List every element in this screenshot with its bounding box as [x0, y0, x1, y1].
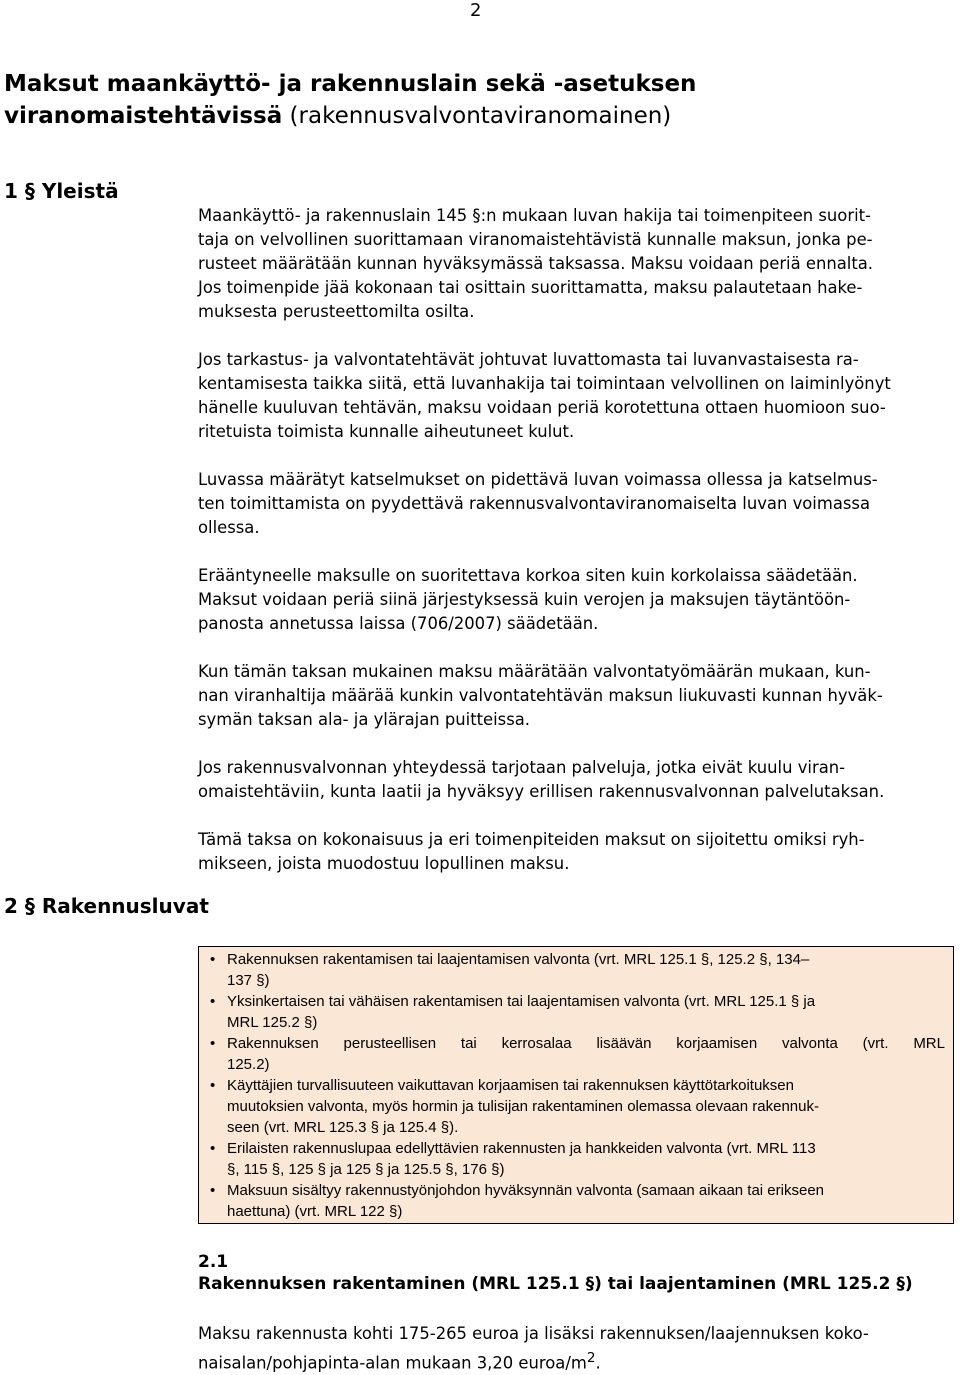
paragraph-2 — [198, 348, 954, 444]
subsection-heading-part: (MRL 125.1 §) — [465, 1274, 608, 1294]
list-item-line: Rakennuksen perusteellisen tai kerrosalaa lisäävän korjaamisen valvonta (vrt. MRL — [227, 1035, 945, 1052]
text-line: Jos tarkastus- ja valvontatehtävät johtuvat luvattomasta tai luvanvastaisesta ra- — [198, 350, 859, 369]
text-line: Jos rakennusvalvonnan yhteydessä tarjotaan palveluja, jotka eivät kuulu viran- — [198, 758, 846, 777]
subsection-heading-part: Rakennuksen rakentaminen — [198, 1274, 466, 1294]
text-line: mikseen, joista muodostuu lopullinen maksu. — [198, 854, 570, 873]
bullet-icon: • — [210, 993, 216, 1010]
subsection-heading-part: (MRL 125.2 §) — [776, 1274, 913, 1294]
text-line: Maksut voidaan periä siinä järjestyksessä kuin verojen ja maksujen täytäntöön- — [198, 590, 851, 609]
list-item-line: Erilaisten rakennuslupaa edellyttävien rakennusten ja hankkeiden valvonta (vrt. MRL 113 — [227, 1140, 816, 1157]
list-item — [199, 1033, 953, 1075]
list-item — [199, 1138, 953, 1180]
bullet-icon: • — [210, 1140, 216, 1157]
rakennusluvat-info-box — [198, 946, 954, 1224]
section-heading-yleista: 1 § Yleistä — [4, 179, 119, 203]
bullet-icon: • — [210, 951, 216, 968]
text-segment: naisalan/pohjapinta-alan mukaan 3,20 euroa/m — [198, 1353, 587, 1373]
list-item-line: Rakennuksen rakentamisen tai laajentamisen valvonta (vrt. MRL 125.1 §, 125.2 §, 134– — [227, 951, 810, 968]
text-segment: . — [595, 1353, 601, 1373]
subsection-paragraph — [198, 1322, 954, 1375]
text-line: ollessa. — [198, 518, 260, 537]
text-line: Erääntyneelle maksulle on suoritettava korkoa siten kuin korkolaissa säädetään. — [198, 566, 858, 585]
text-line: symän taksan ala- ja ylärajan puitteissa. — [198, 710, 531, 729]
page-number: 2 — [470, 0, 482, 21]
list-item — [199, 1075, 953, 1138]
unit-superscript: 2 — [586, 1350, 596, 1366]
document-title — [4, 68, 944, 132]
bullet-icon: • — [210, 1182, 216, 1199]
list-item — [199, 1180, 953, 1222]
list-item-line: Käyttäjien turvallisuuteen vaikuttavan korjaamisen tai rakennuksen käyttötarkoituksen — [227, 1077, 794, 1094]
list-item-line: muutoksien valvonta, myös hormin ja tulisijan rakentaminen olemassa olevaan rakennuk- — [227, 1098, 819, 1115]
list-item-line: 137 §) — [227, 972, 270, 989]
list-item — [199, 991, 953, 1033]
text-line: ritetuista toimista kunnalle aiheutuneet kulut. — [198, 422, 575, 441]
title-line-2-subtitle: (rakennusvalvontaviranomainen) — [282, 103, 672, 129]
list-item-line: haettuna) (vrt. MRL 122 §) — [227, 1203, 403, 1220]
paragraph-7 — [198, 828, 954, 876]
text-line — [198, 1346, 954, 1375]
paragraph-6 — [198, 756, 954, 804]
text-line: rusteet määrätään kunnan hyväksymässä taksassa. Maksu voidaan periä ennalta. — [198, 254, 874, 273]
list-item-line: MRL 125.2 §) — [227, 1014, 318, 1031]
subsection-number: 2.1 — [198, 1252, 229, 1272]
text-line: omaistehtäviin, kunta laatii ja hyväksyy erillisen rakennusvalvonnan palvelutaksan. — [198, 782, 885, 801]
text-line: Luvassa määrätyt katselmukset on pidettävä luvan voimassa ollessa ja katselmus- — [198, 470, 878, 489]
title-line-2-bold: viranomaistehtävissä — [4, 103, 283, 129]
text-line: taja on velvollinen suorittamaan viranomaistehtävistä kunnalle maksun, jonka pe- — [198, 230, 873, 249]
text-line: Maksu rakennusta kohti 175-265 euroa ja lisäksi rakennuksen/laajennuksen koko- — [198, 1324, 869, 1343]
text-line: nan viranhaltija määrää kunkin valvontatehtävän maksun liukuvasti kunnan hyväk- — [198, 686, 883, 705]
subsection-heading-part: tai laajentaminen — [607, 1274, 777, 1294]
paragraph-1 — [198, 204, 954, 324]
bullet-list — [199, 947, 953, 1222]
bullet-icon: • — [210, 1077, 216, 1094]
text-line: Maankäyttö- ja rakennuslain 145 §:n mukaan luvan hakija tai toimenpiteen suorit- — [198, 206, 871, 225]
paragraph-5 — [198, 660, 954, 732]
list-item-line: Maksuun sisältyy rakennustyönjohdon hyväksynnän valvonta (samaan aikaan tai erikseen — [227, 1182, 825, 1199]
list-item — [199, 949, 953, 991]
text-line: muksesta perusteettomilta osilta. — [198, 302, 475, 321]
list-item-line: 125.2) — [227, 1056, 270, 1073]
text-line: Kun tämän taksan mukainen maksu määrätään valvontatyömäärän mukaan, kun- — [198, 662, 871, 681]
list-item-line: seen (vrt. MRL 125.3 § ja 125.4 §). — [227, 1119, 459, 1136]
bullet-icon: • — [210, 1035, 216, 1052]
text-line: Tämä taksa on kokonaisuus ja eri toimenpiteiden maksut on sijoitettu omiksi ryh- — [198, 830, 865, 849]
section-heading-rakennusluvat: 2 § Rakennusluvat — [4, 894, 209, 918]
text-line: Jos toimenpide jää kokonaan tai osittain suorittamatta, maksu palautetaan hake- — [198, 278, 863, 297]
subsection-heading — [198, 1274, 913, 1294]
text-line: panosta annetussa laissa (706/2007) säädetään. — [198, 614, 599, 633]
text-line: hänelle kuuluvan tehtävän, maksu voidaan periä korotettuna ottaen huomioon suo- — [198, 398, 886, 417]
text-line: kentamisesta taikka siitä, että luvanhakija tai toimintaan velvollinen on laiminlyönyt — [198, 374, 891, 393]
paragraph-4 — [198, 564, 954, 636]
text-line: ten toimittamista on pyydettävä rakennusvalvontaviranomaiselta luvan voimassa — [198, 494, 870, 513]
title-line-1: Maksut maankäyttö- ja rakennuslain sekä -asetuksen — [4, 71, 697, 97]
list-item-line: §, 115 §, 125 § ja 125 § ja 125.5 §, 176 §) — [227, 1161, 505, 1178]
paragraph-3 — [198, 468, 954, 540]
list-item-line: Yksinkertaisen tai vähäisen rakentamisen tai laajentamisen valvonta (vrt. MRL 125.1 § ja — [227, 993, 816, 1010]
